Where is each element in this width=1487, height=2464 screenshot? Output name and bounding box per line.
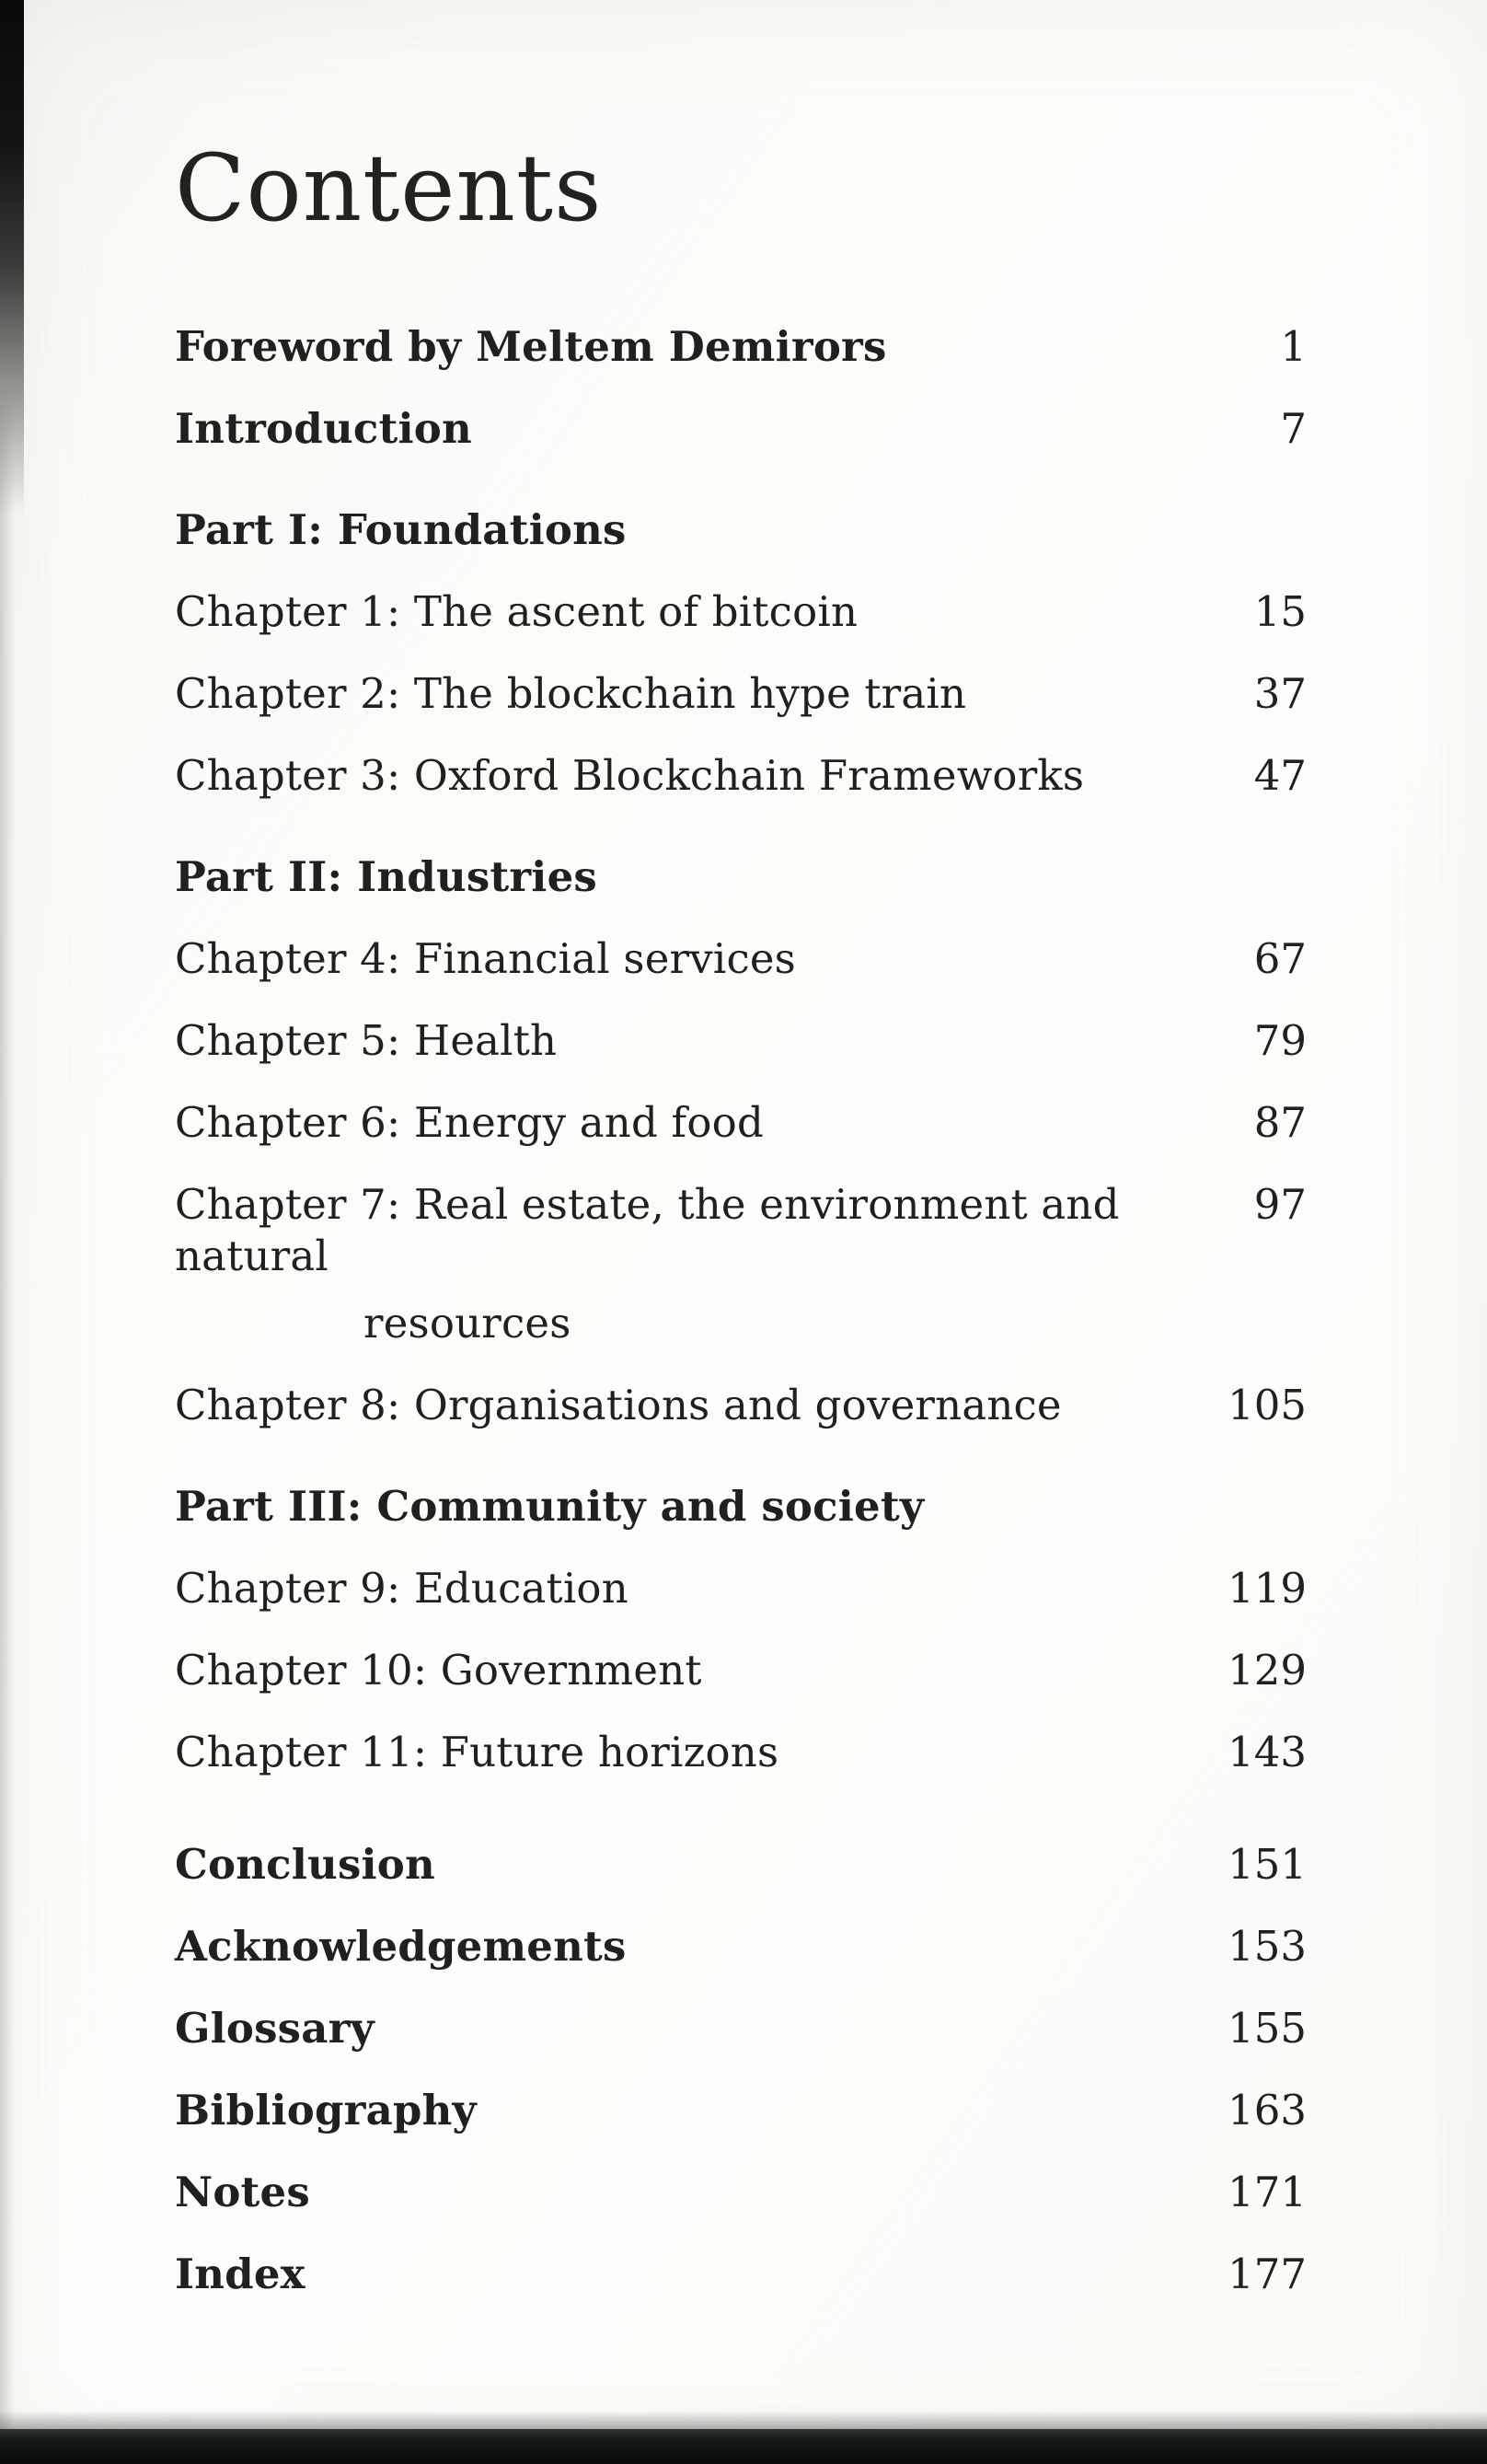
- toc-entry-label: Chapter 1: The ascent of bitcoin: [175, 587, 859, 636]
- toc-entry-page: 79: [1253, 1016, 1307, 1065]
- toc-entry-chapter-3: [175, 750, 1307, 802]
- toc-entry-label: [175, 1179, 1217, 1349]
- toc-entry-page: 87: [1253, 1098, 1307, 1147]
- toc-entry-introduction: [175, 403, 1307, 455]
- toc-part-label: Part III: Community and society: [175, 1482, 925, 1531]
- toc-entry-label: Introduction: [175, 404, 472, 453]
- toc-entry-label: Chapter 11: Future horizons: [175, 1728, 779, 1776]
- toc-entry-chapter-1: [175, 586, 1307, 638]
- toc-entry-label: Acknowledgements: [175, 1922, 627, 1971]
- toc-entry-conclusion: [175, 1839, 1307, 1891]
- toc-entry-label: Foreword by Meltem Demirors: [175, 322, 887, 371]
- toc-entry-page: 143: [1228, 1728, 1307, 1776]
- toc-part-heading-3: [175, 1481, 1307, 1533]
- table-of-contents: [175, 321, 1307, 2300]
- toc-part-heading-1: [175, 504, 1307, 556]
- toc-entry-label: Chapter 4: Financial services: [175, 934, 796, 983]
- toc-entry-chapter-7: [175, 1179, 1307, 1349]
- toc-entry-label: Conclusion: [175, 1840, 435, 1889]
- toc-entry-page: 155: [1228, 2004, 1307, 2053]
- toc-entry-chapter-4: [175, 933, 1307, 985]
- toc-entry-page: 67: [1253, 934, 1307, 983]
- toc-entry-label: Chapter 2: The blockchain hype train: [175, 669, 967, 718]
- scan-edge-bottom: [0, 2429, 1487, 2464]
- toc-entry-chapter-5: [175, 1015, 1307, 1067]
- toc-entry-page: 153: [1228, 1922, 1307, 1971]
- toc-entry-label: Notes: [175, 2168, 310, 2216]
- toc-entry-chapter-8: [175, 1380, 1307, 1431]
- toc-entry-page: 97: [1253, 1180, 1307, 1229]
- toc-entry-chapter-9: [175, 1563, 1307, 1614]
- toc-entry-label: Chapter 10: Government: [175, 1646, 702, 1695]
- scan-edge-bottom-shadow: [0, 2411, 1487, 2429]
- toc-entry-page: 151: [1228, 1840, 1307, 1889]
- toc-entry-bibliography: [175, 2085, 1307, 2136]
- toc-entry-label: Chapter 9: Education: [175, 1564, 628, 1613]
- scan-edge-left: [0, 0, 24, 515]
- toc-entry-label: Bibliography: [175, 2086, 477, 2134]
- toc-entry-page: 15: [1253, 587, 1307, 636]
- toc-part-label: Part II: Industries: [175, 852, 597, 901]
- toc-entry-label: Index: [175, 2250, 305, 2298]
- page-title: Contents: [175, 134, 603, 242]
- toc-entry-label: Chapter 5: Health: [175, 1016, 558, 1065]
- toc-entry-page: 47: [1253, 751, 1307, 800]
- contents-page: [175, 0, 1307, 2300]
- toc-entry-label: Chapter 3: Oxford Blockchain Frameworks: [175, 751, 1085, 800]
- toc-entry-page: 119: [1228, 1564, 1307, 1613]
- toc-entry-page: 37: [1253, 669, 1307, 718]
- toc-entry-label-line2: resources: [363, 1299, 571, 1348]
- toc-entry-label-line1: Chapter 7: Real estate, the environment and natural: [175, 1180, 1120, 1280]
- toc-entry-glossary: [175, 2003, 1307, 2054]
- toc-entry-page: 7: [1280, 404, 1307, 453]
- toc-entry-page: 163: [1228, 2086, 1307, 2134]
- toc-entry-label: Chapter 6: Energy and food: [175, 1098, 764, 1147]
- toc-entry-chapter-6: [175, 1097, 1307, 1149]
- toc-entry-acknowledgements: [175, 1921, 1307, 1972]
- toc-entry-notes: [175, 2167, 1307, 2218]
- toc-entry-index: [175, 2249, 1307, 2300]
- toc-part-heading-2: [175, 851, 1307, 903]
- toc-entry-page: 177: [1228, 2250, 1307, 2298]
- toc-entry-chapter-10: [175, 1645, 1307, 1696]
- toc-entry-page: 1: [1280, 322, 1307, 371]
- toc-entry-foreword: [175, 321, 1307, 373]
- toc-entry-page: 105: [1228, 1381, 1307, 1429]
- toc-entry-page: 171: [1228, 2168, 1307, 2216]
- toc-entry-label: Chapter 8: Organisations and governance: [175, 1381, 1062, 1429]
- toc-entry-chapter-2: [175, 668, 1307, 720]
- toc-part-label: Part I: Foundations: [175, 505, 627, 554]
- toc-entry-chapter-11: [175, 1727, 1307, 1778]
- toc-entry-page: 129: [1228, 1646, 1307, 1695]
- toc-entry-label: Glossary: [175, 2004, 375, 2053]
